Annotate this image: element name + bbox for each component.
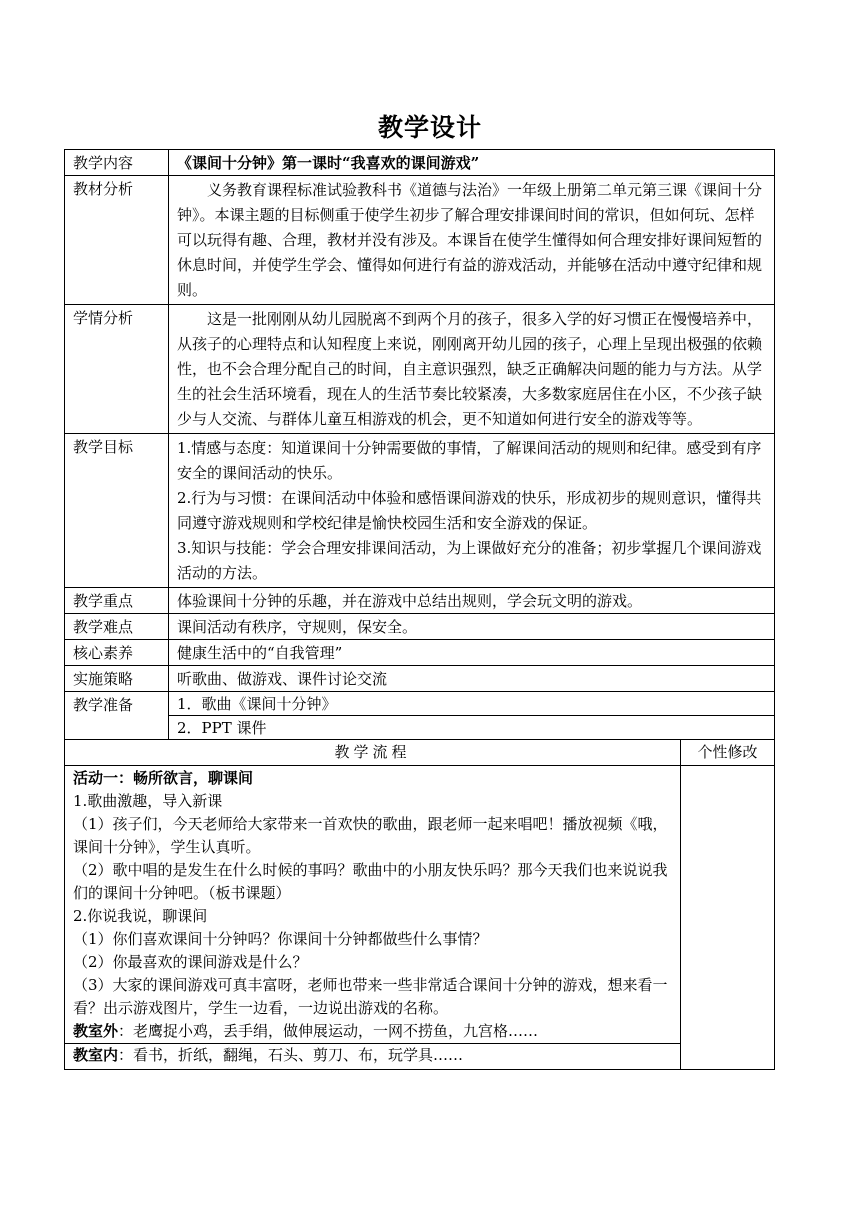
- goal-item: 2.行为与习惯：在课间活动中体验和感悟课间游戏的快乐，形成初步的规则意识，懂得共同遵守游戏规则和学校纪律是愉快校园生活和安全游戏的保证。: [177, 489, 762, 532]
- flow-header: 教学流程: [65, 740, 681, 766]
- personal-header: 个性修改: [681, 740, 775, 766]
- label-students: 学情分析: [65, 305, 169, 434]
- value-strategy: 听歌曲、做游戏、课件讨论交流: [169, 666, 775, 692]
- label-goals: 教学目标: [65, 434, 169, 588]
- label-content: 教学内容: [65, 150, 169, 176]
- row-material: [65, 176, 775, 305]
- activity-title: 活动一：畅所欲言，聊课间: [73, 769, 254, 787]
- label-prep: 教学准备: [65, 692, 169, 740]
- flow-line: （1）孩子们，今天老师给大家带来一首欢快的歌曲，跟老师一起来唱吧！播放视频《哦，课间十分钟》，学生认真听。: [73, 815, 668, 856]
- outdoor-line: [73, 1020, 676, 1043]
- label-literacy: 核心素养: [65, 640, 169, 666]
- flow-line: 1.歌曲激趣，导入新课: [73, 792, 223, 810]
- page-title: 教学设计: [377, 113, 482, 142]
- row-content: [65, 150, 775, 176]
- row-flow-body: [65, 766, 775, 1070]
- value-difficulty: 课间活动有秩序，守规则，保安全。: [169, 614, 775, 640]
- goal-item: 1.情感与态度：知道课间十分钟需要做的事情，了解课间活动的规则和纪律。感受到有序安全的课间活动的快乐。: [177, 439, 762, 482]
- flow-line: （3）大家的课间游戏可真丰富呀，老师也带来一些非常适合课间十分钟的游戏，想来看一看？出示游戏图片，学生一边看，一边说出游戏的名称。: [73, 976, 668, 1017]
- label-strategy: 实施策略: [65, 666, 169, 692]
- lesson-plan-table: [64, 149, 775, 1070]
- row-strategy: [65, 666, 775, 692]
- label-key: 教学重点: [65, 588, 169, 614]
- value-material: 义务教育课程标准试验教科书《道德与法治》一年级上册第二单元第三课《课间十分钟》。本课主题的目标侧重于使学生初步了解合理安排课间时间的常识，但如何玩、怎样可以玩得有趣、合理，教材并没有涉及。本课旨在使学生懂得如何合理安排好课间短暂的休息时间，并使学生学会、懂得如何进行有益的游戏活动，并能够在活动中遵守纪律和规则。: [177, 181, 763, 299]
- outdoor-label: 教室外: [73, 1022, 119, 1040]
- flow-line: 2.你说我说，聊课间: [73, 907, 208, 925]
- value-literacy: 健康生活中的“自我管理”: [169, 640, 775, 666]
- row-difficulty: [65, 614, 775, 640]
- value-students: 这是一批刚刚从幼儿园脱离不到两个月的孩子，很多入学的好习惯正在慢慢培养中，从孩子的心理特点和认知程度上来说，刚刚离开幼儿园的孩子，心理上呈现出极强的依赖性，也不会合理分配自己的时间，自主意识强烈，缺乏正确解决问题的能力与方法。从学生的社会生活环境看，现在人的生活节奏比较紧凑，大多数家庭居住在小区，不少孩子缺少与人交流、与群体儿童互相游戏的机会，更不知道如何进行安全的游戏等等。: [177, 310, 763, 428]
- label-difficulty: 教学难点: [65, 614, 169, 640]
- flow-line: （2）歌中唱的是发生在什么时候的事吗？歌曲中的小朋友快乐吗？那今天我们也来说说我们的课间十分钟吧。（板书课题）: [73, 861, 668, 902]
- row-flow-header: [65, 740, 775, 766]
- value-content: 《课间十分钟》第一课时“我喜欢的课间游戏”: [169, 150, 775, 176]
- flow-line: （1）你们喜欢课间十分钟吗？你课间十分钟都做些什么事情？: [73, 930, 488, 948]
- indoor-line: [65, 1043, 680, 1067]
- personal-notes-cell: [681, 766, 775, 1070]
- value-key: 体验课间十分钟的乐趣，并在游戏中总结出规则，学会玩文明的游戏。: [169, 588, 775, 614]
- prep-item: 1．歌曲《课间十分钟》: [169, 692, 774, 716]
- flow-line: （2）你最喜欢的课间游戏是什么？: [73, 953, 308, 971]
- row-literacy: [65, 640, 775, 666]
- outdoor-text: ：老鹰捉小鸡，丢手绢，做伸展运动，一网不捞鱼，九宫格……: [118, 1022, 539, 1040]
- row-key: [65, 588, 775, 614]
- indoor-label: 教室内: [73, 1046, 119, 1064]
- goal-item: 3.知识与技能：学会合理安排课间活动，为上课做好充分的准备；初步掌握几个课间游戏活动的方法。: [177, 539, 762, 582]
- row-students: [65, 305, 775, 434]
- indoor-text: ：看书，折纸，翻绳，石头、剪刀、布，玩学具……: [118, 1046, 464, 1064]
- prep-item: 2．PPT 课件: [177, 719, 267, 737]
- row-goals: [65, 434, 775, 588]
- label-material: 教材分析: [65, 176, 169, 305]
- row-prep: [65, 692, 775, 740]
